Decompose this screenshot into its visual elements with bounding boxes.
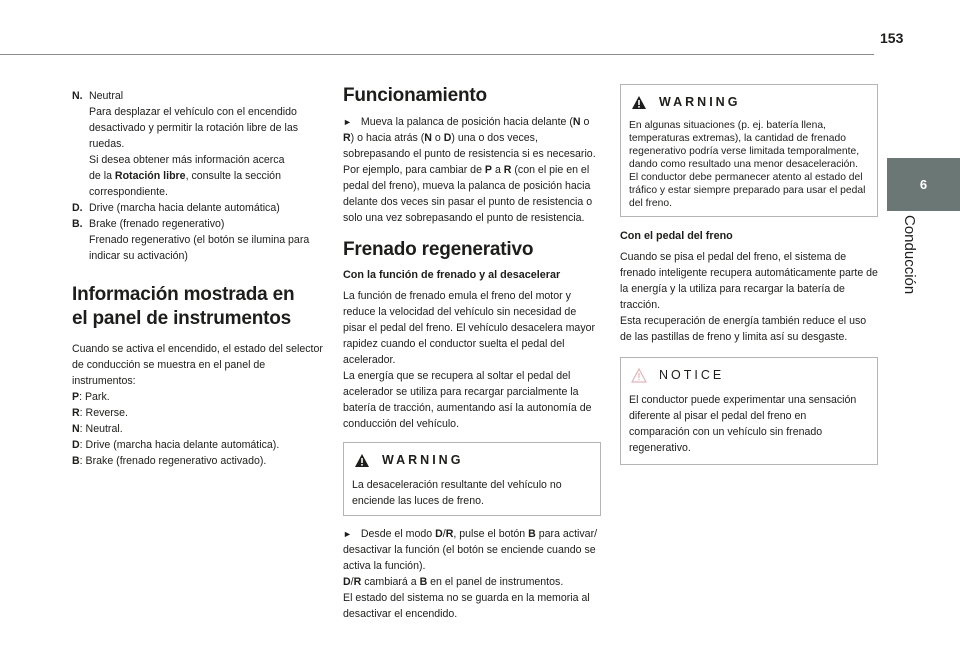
- paragraph-mode: ► Desde el modo D/R, pulse el botón B para activar/ desactivar la función (el botón se enciende cuando se activa la función).: [343, 528, 598, 572]
- subheading: Con el pedal del freno: [620, 230, 733, 242]
- header-rule: [0, 54, 874, 55]
- warning-text: La desaceleración resultante del vehículo no enciende las luces de freno.: [352, 479, 562, 507]
- column-left: [72, 88, 330, 469]
- def-line: Drive (marcha hacia delante automática): [89, 202, 280, 214]
- notice-box: [620, 357, 878, 465]
- column-middle: [343, 84, 601, 622]
- bullet-arrow-icon: ►: [343, 529, 352, 539]
- definition-d: [72, 200, 330, 216]
- warning-triangle-icon: [354, 453, 370, 468]
- bullet-arrow-icon: ►: [343, 117, 352, 127]
- mode-n: N: Neutral.: [72, 423, 123, 435]
- warning-box: [343, 442, 601, 516]
- mode-b: B: Brake (frenado regenerativo activado).: [72, 455, 267, 467]
- def-line: Frenado regenerativo (el botón se ilumina para: [89, 234, 310, 246]
- subheading: Con la función de frenado y al desacelerar: [343, 269, 561, 281]
- paragraph: Cuando se pisa el pedal del freno, el sistema de frenado inteligente recupera automáticamente parte de la energía y la utiliza para recargar la batería de tracción.: [620, 251, 878, 311]
- def-line: Para desplazar el vehículo con el encendido: [89, 106, 297, 118]
- paragraph: La energía que se recupera al soltar el pedal del acelerador se utiliza para recargar parcialmente la batería de tracción, aumentando así la autonomía de conducción del vehículo.: [343, 370, 592, 430]
- crossref-bold: Rotación libre: [114, 170, 186, 182]
- notice-text: El conductor puede experimentar una sensación diferente al pisar el pedal del freno en comparación con un vehículo sin frenado regenerativo.: [629, 394, 857, 454]
- page-number: 153: [880, 30, 904, 46]
- paragraph: Cuando se activa el encendido, el estado del selector de conducción se muestra en el panel de instrumentos:: [72, 343, 323, 387]
- def-key: B.: [72, 218, 83, 230]
- def-line: Si desea obtener más información acerca: [89, 154, 285, 166]
- paragraph: Esta recuperación de energía también reduce el uso de las pastillas de freno y limita así su desgaste.: [620, 315, 867, 343]
- def-line: correspondiente.: [89, 186, 168, 198]
- section-heading-regen: Frenado regenerativo: [343, 239, 534, 260]
- chapter-title-vertical: [901, 215, 938, 325]
- paragraph: La función de frenado emula el freno del motor y reduce la velocidad del vehículo sin necesidad de pisar el pedal del freno. El vehículo desacelera mayor rapidez cuando el conductor suelta el pedal del acelerador.: [343, 290, 596, 366]
- paragraph-example: Por ejemplo, para cambiar de P a R (con el pie en el pedal del freno), mueva la palanca de posición hacia delante dos veces sin pasar el punto de resistencia o solo una vez sobrepasando el punto de resistencia.: [343, 164, 593, 224]
- section-heading-instrument-panel: Información mostrada en el panel de instrumentos: [72, 284, 295, 329]
- chapter-tab[interactable]: 6: [887, 158, 960, 211]
- def-line: de la Rotación libre, consulte la sección: [89, 170, 281, 182]
- def-key: D.: [72, 202, 83, 214]
- def-line: Brake (frenado regenerativo): [89, 218, 225, 230]
- mode-p: P: Park.: [72, 391, 110, 403]
- notice-label: NOTICE: [659, 368, 725, 382]
- def-line: desactivado y permitir la rotación libre de las: [89, 122, 299, 134]
- section-heading-funcionamiento: Funcionamiento: [343, 85, 487, 106]
- def-line: ruedas.: [89, 138, 125, 150]
- definition-n: [72, 88, 330, 200]
- warning-label: WARNING: [382, 453, 464, 467]
- warning-text: En algunas situaciones (p. ej. batería llena, temperaturas extremas), la cantidad de frenado regenerativo podría verse limitada temporalmente, dando como resultado una menor desaceleración. El conductor debe permanecer atento al estado del tráfico y estar siempre preparado para usar el pedal del freno.: [629, 120, 866, 209]
- chapter-title: Conducción: [901, 215, 918, 295]
- warning-box: [620, 84, 878, 217]
- column-right: [620, 84, 878, 465]
- paragraph-mode-change: D/R cambiará a B en el panel de instrumentos.: [343, 576, 564, 588]
- mode-r: R: Reverse.: [72, 407, 128, 419]
- def-line: Neutral: [89, 90, 124, 102]
- definition-b: [72, 216, 330, 264]
- notice-triangle-icon: [631, 368, 647, 383]
- warning-triangle-icon: [631, 95, 647, 110]
- warning-label: WARNING: [659, 95, 741, 109]
- paragraph-operation: ► Mueva la palanca de posición hacia delante (N o R) o hacia atrás (N o D) una o dos veces, sobrepasando el punto de resistencia si es necesario.: [343, 116, 596, 160]
- def-key: N.: [72, 90, 83, 102]
- paragraph: El estado del sistema no se guarda en la memoria al desactivar el encendido.: [343, 592, 590, 620]
- mode-d: D: Drive (marcha hacia delante automática).: [72, 439, 280, 451]
- def-line: indicar su activación): [89, 250, 188, 262]
